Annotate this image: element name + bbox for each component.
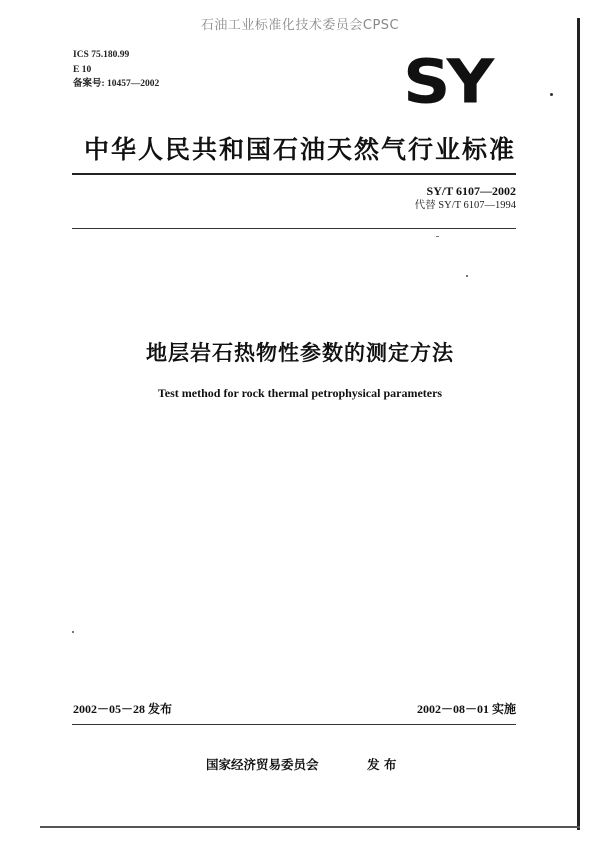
sy-logo: SY xyxy=(403,46,491,118)
ics-code: ICS 75.180.99 xyxy=(73,50,130,60)
page-border-bottom xyxy=(40,826,580,828)
scan-speck xyxy=(436,236,439,237)
watermark-text: 石油工业标准化技术委员会CPSC xyxy=(200,18,400,33)
footer-rule xyxy=(72,724,516,725)
document-title-chinese: 地层岩石热物性参数的测定方法 xyxy=(146,341,454,365)
standard-category-title: 中华人民共和国石油天然气行业标准 xyxy=(83,135,516,164)
standard-number: SY/T 6107—2002 xyxy=(426,184,516,198)
issue-date: 2002－05－28 发布 xyxy=(73,702,173,716)
standard-number-block xyxy=(400,183,516,213)
section-rule xyxy=(72,228,516,229)
document-title-english: Test method for rock thermal petrophysical parameters xyxy=(157,386,443,400)
header-rule xyxy=(72,173,516,175)
scan-speck xyxy=(466,275,468,277)
scan-speck xyxy=(72,631,74,633)
implementation-date: 2002－08－01 实施 xyxy=(416,702,516,716)
publisher-action: 发 布 xyxy=(367,757,397,772)
category-code: E 10 xyxy=(73,64,92,75)
classification-block xyxy=(73,48,159,92)
record-number: 备案号: 10457—2002 xyxy=(73,79,160,89)
publisher-name: 国家经济贸易委员会 xyxy=(206,757,319,772)
replaces-note: 代替 SY/T 6107—1994 xyxy=(414,200,516,211)
scan-speck xyxy=(550,93,553,96)
